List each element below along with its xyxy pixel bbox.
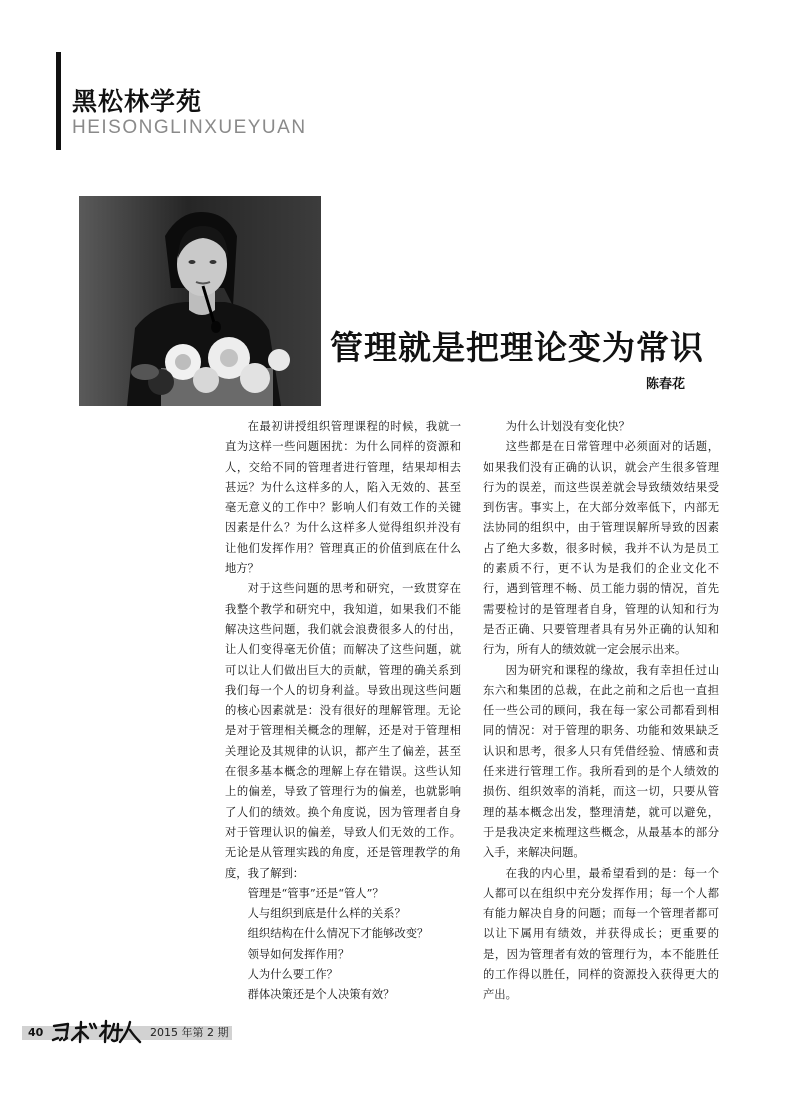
- paragraph: 这些都是在日常管理中必须面对的话题，如果我们没有正确的认识，就会产生很多管理行为的误差，而这些误差就会导致绩效结果受到伤害。事实上，在大部分效率低下，内部无法协同的组织中，由于管理误解所导致的因素占了绝大多数，很多时候，我并不认为是员工的素质不行，更不认为是我们的企业文化不行，遇到管理不畅、员工能力弱的情况，首先需要检讨的是管理者自身，管理的认知和行为是否正确、只要管理者具有另外正确的认知和行为，所有人的绩效就一定会展示出来。: [483, 440, 719, 657]
- question-item: 人为什么要工作？: [247, 968, 338, 982]
- question-item: 群体决策还是个人决策有效？: [247, 988, 395, 1002]
- page-number: 40: [28, 1026, 44, 1039]
- question-item: 人与组织到底是什么样的关系？: [247, 907, 406, 921]
- article-author: 陈春花: [646, 377, 686, 392]
- issue-label: 2015 年第 2 期: [150, 1026, 229, 1039]
- paragraph: 因为研究和课程的缘故，我有幸担任过山东六和集团的总裁，在此之前和之后也一直担任一些公司的顾问，我在每一家公司都看到相同的情况：对于管理的职务、功能和效果缺乏认识和思考，很多人只有凭借经验、情感和责任来进行管理工作。我所看到的是个人绩效的损伤、组织效率的消耗，而这一切，只要从管理的基本概念出发，整理清楚，就可以避免，于是我决定来梳理这些概念，从最基本的部分入手，来解决问题。: [483, 663, 719, 860]
- question-item: 领导如何发挥作用？: [247, 947, 350, 961]
- paragraph: 对于这些问题的思考和研究，一致贯穿在我整个教学和研究中，我知道，如果我们不能解决这些问题，我们就会浪费很多人的付出，让人们变得毫无价值；而解决了这些问题，就可以让人们做出巨大的贡献，管理的确关系到我们每一个人的切身利益。导致出现这些问题的核心因素就是：没有很好的理解管理。无论是对于管理相关概念的理解，还是对于管理相关理论及其规律的认识，都产生了偏差，甚至在很多基本概念的理解上存在错误。这些认知上的偏差，导致了管理行为的偏差，也就影响了人们的绩效。换个角度说，因为管理者自身对于管理认识的偏差，导致人们无效的工作。无论是从管理实践的角度，还是管理教学的角度，我了解到：: [225, 582, 461, 880]
- question-item: 管理是“管事”还是“管人”？: [247, 886, 384, 900]
- paragraph: 在我的内心里，最希望看到的是：每一个人都可以在组织中充分发挥作用；每一个人都有能力解决自身的问题；而每一个管理者都可以让下属用有绩效，并获得成长；更重要的是，因为管理者有效的管理行为，本不能胜任的工作得以胜任，同样的资源投入获得更大的产出。: [483, 866, 719, 1002]
- section-accent-bar: [56, 52, 61, 150]
- author-photo: [79, 196, 321, 406]
- section-title: 黑松林学苑: [72, 87, 203, 116]
- section-subtitle: HEISONGLINXUEYUAN: [72, 117, 307, 138]
- article-title: 管理就是把理论变为常识: [330, 328, 704, 367]
- question-item: 为什么计划没有变化快？: [505, 420, 630, 433]
- article-column-right: [483, 417, 719, 1006]
- question-item: 组织结构在什么情况下才能够改变？: [247, 927, 429, 941]
- paragraph: 在最初讲授组织管理课程的时候，我就一直为这样一些问题困扰：为什么同样的资源和人，交给不同的管理者进行管理，结果却相去甚远？为什么这样多的人，陷入无效的、甚至毫无意义的工作中？影响人们有效工作的关键因素是什么？为什么这样多人觉得组织并没有让他们发挥作用？管理真正的价值到底在什么地方？: [225, 420, 461, 576]
- article-column-left: [225, 417, 461, 1006]
- magazine-logo-icon: [50, 1018, 142, 1046]
